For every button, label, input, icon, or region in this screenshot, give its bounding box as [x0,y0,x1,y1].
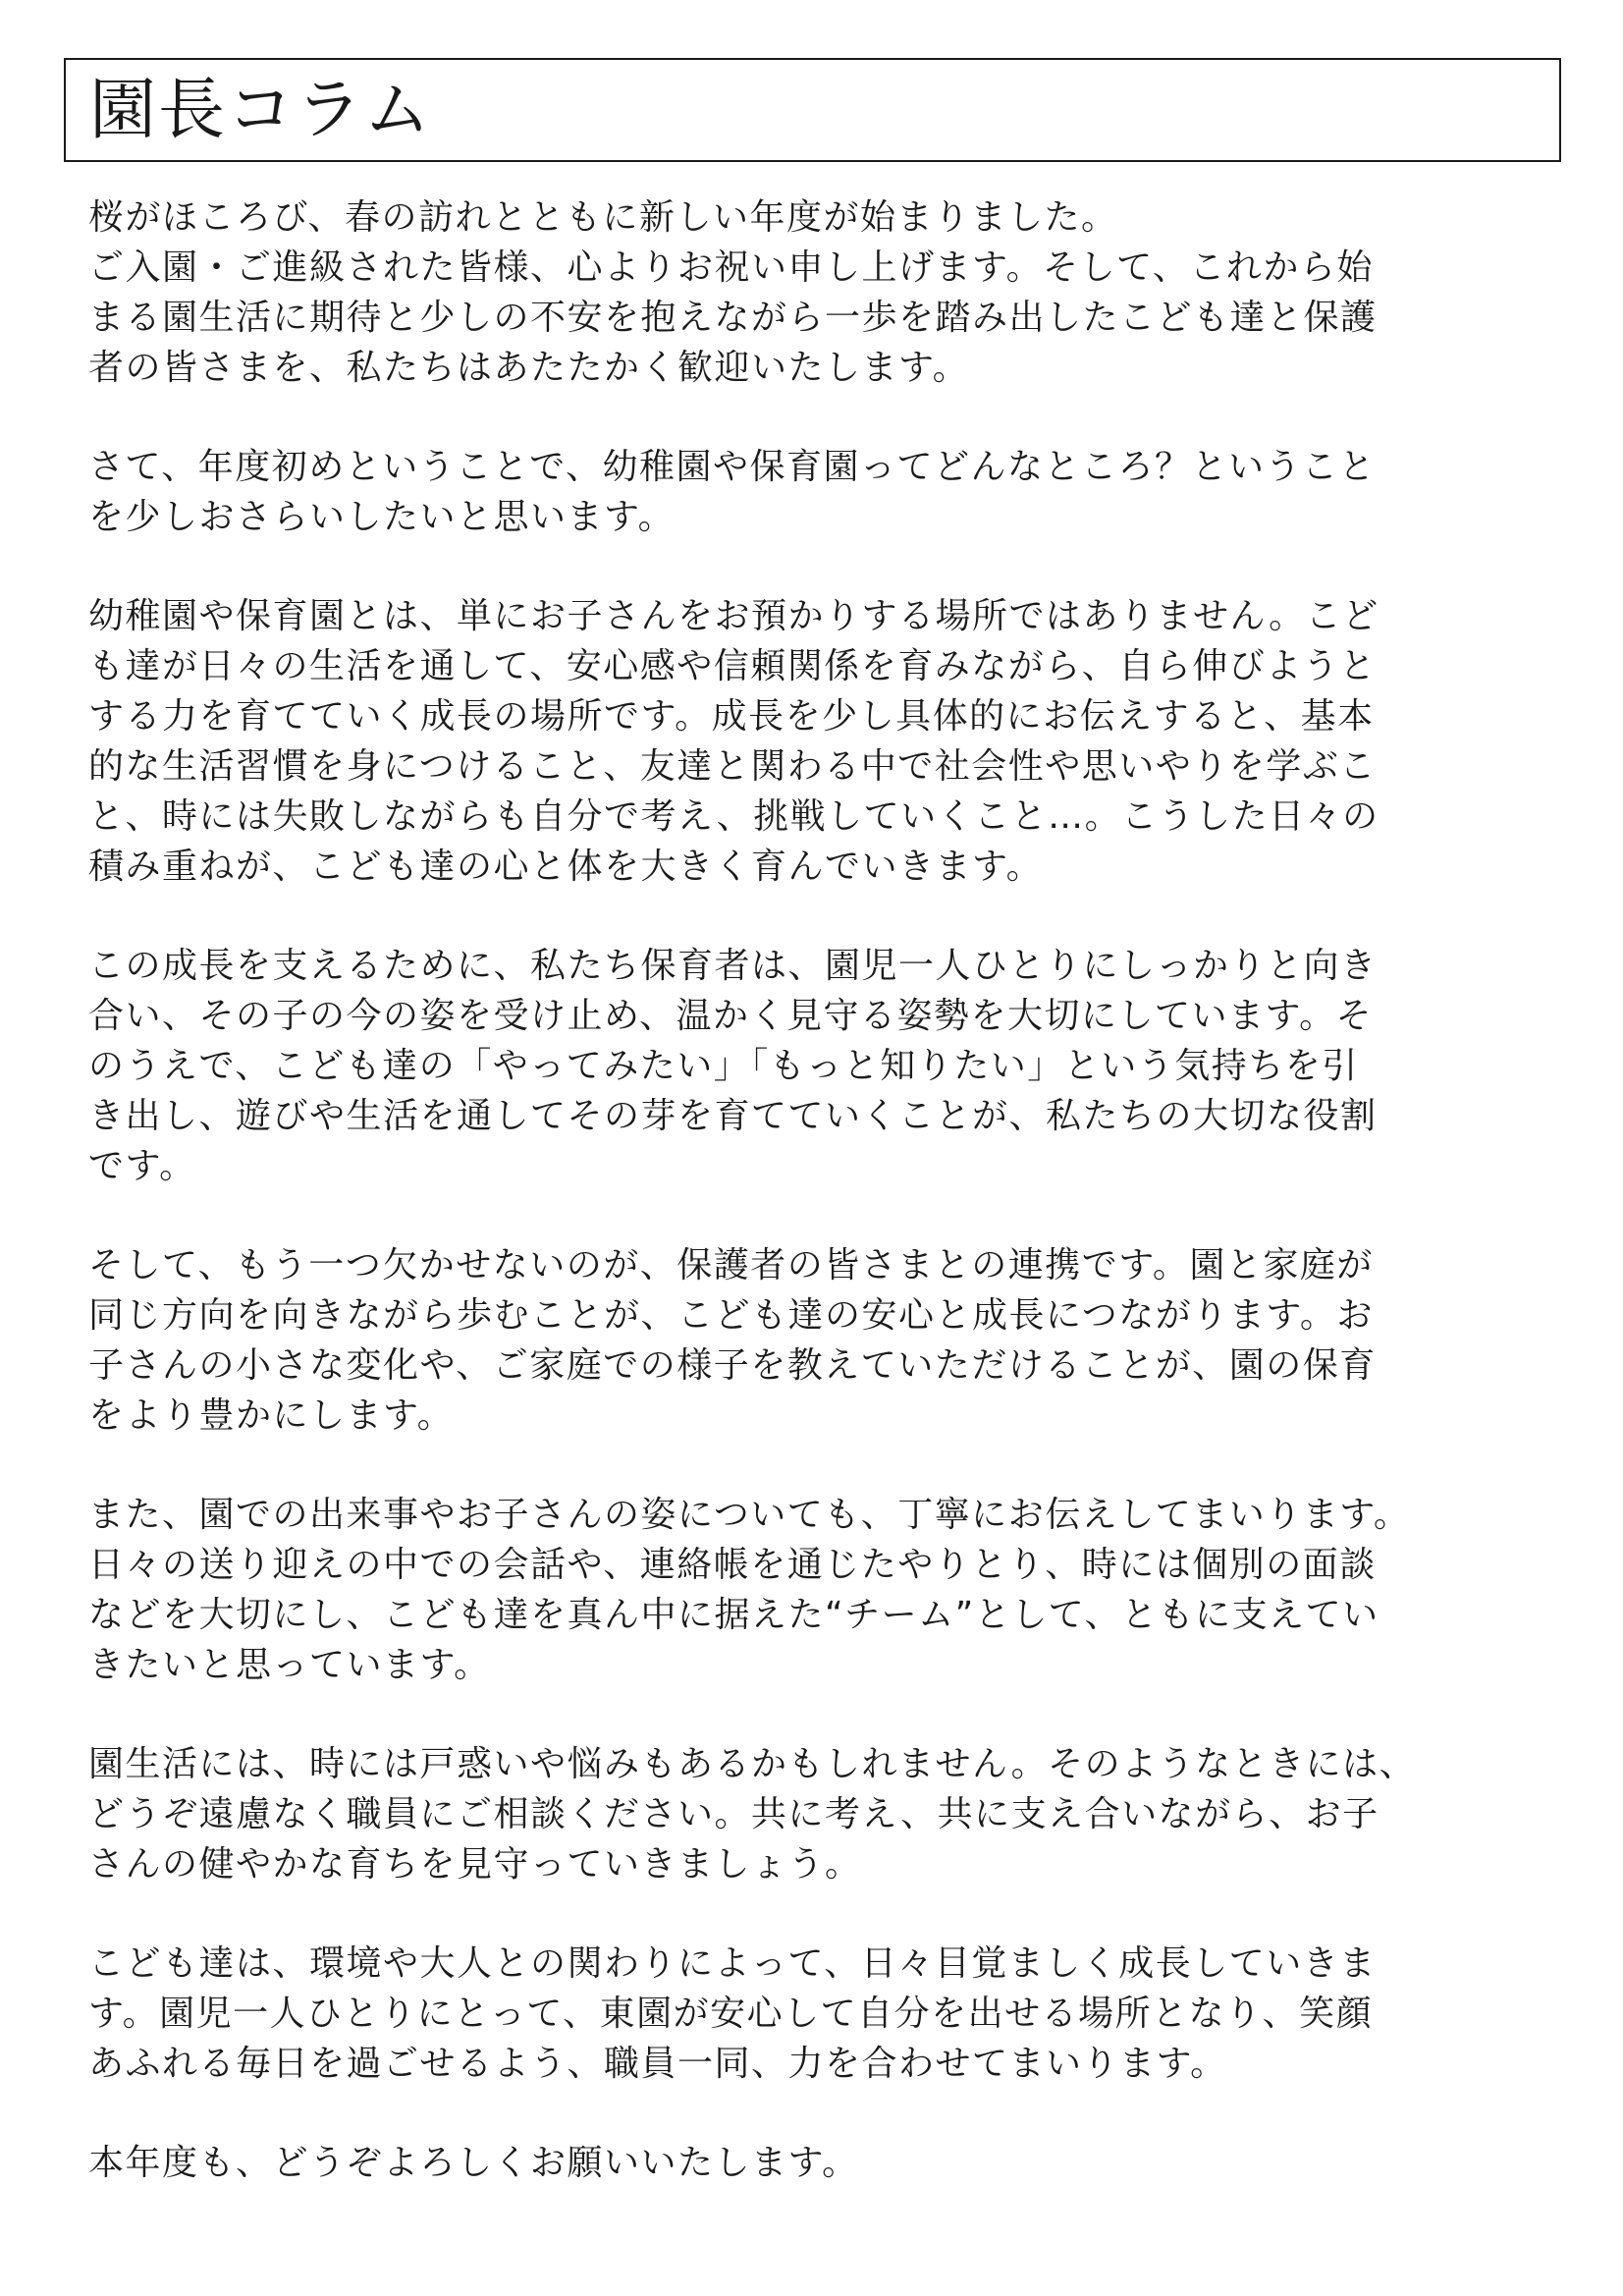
text-line: 本年度も、どうぞよろしくお願いいたします。 [88,2143,859,2183]
text-line: また、園での出来事やお子さんの姿についても、丁寧にお伝えしてまいります。 [88,1495,1411,1535]
column-body [88,192,1571,2237]
paragraph-4 [88,941,1571,1191]
text-line: まる園生活に期待と少しの不安を抱えながら一歩を踏み出したこども達と保護 [88,298,1378,338]
paragraph-8 [88,1939,1571,2089]
title-box [64,58,1561,162]
text-line: です。 [88,1146,196,1186]
paragraph-5 [88,1240,1571,1441]
text-line: を少しおさらいしたいと思います。 [88,497,676,537]
text-line: 合い、その子の今の姿を受け止め、温かく見守る姿勢を大切にしています。そ [88,996,1374,1036]
text-line: そして、もう一つ欠かせないのが、保護者の皆さまとの連携です。園と家庭が [88,1245,1374,1285]
text-line: どうぞ遠慮なく職員にご相談ください。共に考え、共に支え合いながら、お子 [88,1794,1380,1834]
text-line: きたいと思っています。 [88,1645,491,1685]
text-line: 幼稚園や保育園とは、単にお子さんをお預かりする場所ではありません。こど [88,596,1380,636]
paragraph-1 [88,192,1571,393]
text-line: と、時には失敗しながらも自分で考え、挑戦していくこと…。こうした日々の [88,796,1380,837]
text-line: 日々の送り迎えの中での会話や、連絡帳を通じたやりとり、時には個別の面談 [88,1545,1377,1585]
paragraph-6 [88,1490,1571,1690]
text-line: 桜がほころび、春の訪れとともに新しい年度が始まりました。 [88,197,1118,238]
paragraph-7 [88,1739,1571,1889]
text-line: この成長を支えるために、私たち保育者は、園児一人ひとりにしっかりと向き [88,946,1378,986]
text-line: す。園児一人ひとりにとって、東園が安心して自分を出せる場所となり、笑顔 [88,1994,1374,2034]
text-line: あふれる毎日を過ごせるよう、職員一同、力を合わせてまいります。 [88,2044,1227,2084]
paragraph-2 [88,442,1571,542]
text-line: こども達は、環境や大人との関わりによって、日々目覚ましく成長していきま [88,1943,1377,1984]
text-line: さんの健やかな育ちを見守っていきましょう。 [88,1844,862,1885]
text-line: 園生活には、時には戸惑いや悩みもあるかもしれません。そのようなときには、 [88,1744,1417,1784]
text-line: する力を育てていく成長の場所です。成長を少し具体的にお伝えすると、基本 [88,696,1375,737]
text-line: 者の皆さまを、私たちはあたたかく歓迎いたします。 [88,348,970,388]
page-title: 園長コラム [89,72,433,149]
paragraph-9 [88,2138,1571,2188]
text-line: 同じ方向を向きながら歩むことが、こども達の安心と成長につながります。お [88,1295,1374,1336]
text-line: き出し、遊びや生活を通してその芽を育てていくことが、私たちの大切な役割 [88,1096,1378,1136]
text-line: をより豊かにします。 [88,1395,455,1436]
text-line: のうえで、こども達の「やってみたい」「もっと知りたい」という気持ちを引 [88,1046,1359,1086]
text-line: ご入園・ご進級された皆様、心よりお祝い申し上げます。そして、これから始 [88,247,1374,288]
text-line: も達が日々の生活を通して、安心感や信頼関係を育みながら、自ら伸びようと [88,646,1377,686]
text-line: さて、年度初めということで、幼稚園や保育園ってどんなところ？ということ [88,447,1377,487]
text-line: 的な生活習慣を身につけること、友達と関わる中で社会性や思いやりを学ぶこ [88,746,1377,787]
text-line: などを大切にし、こども達を真ん中に据えた“チーム”として、ともに支えてい [88,1595,1380,1635]
text-line: 積み重ねが、こども達の心と体を大きく育んでいきます。 [88,847,1044,887]
paragraph-3 [88,591,1571,892]
text-line: 子さんの小さな変化や、ご家庭での様子を教えていただけることが、園の保育 [88,1345,1377,1386]
